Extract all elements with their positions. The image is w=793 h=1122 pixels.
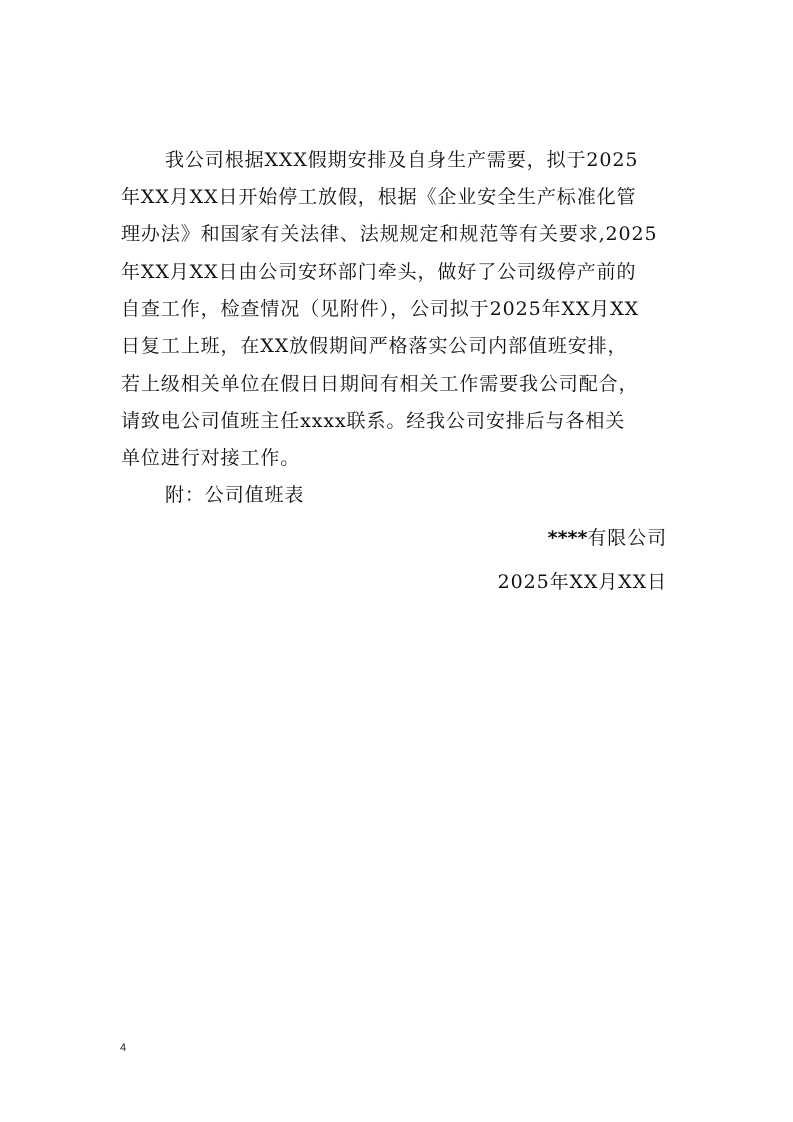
company-name-masked: **** (547, 527, 588, 549)
body-line-9: 单位进行对接工作。 (121, 447, 301, 469)
body-line-4: 年XX月XX日由公司安环部门牵头，做好了公司级停产前的 (121, 261, 637, 283)
signature-company (548, 526, 667, 550)
body-line-2: 年XX月XX日开始停工放假，根据《企业安全生产标准化管 (121, 186, 637, 208)
company-name-suffix: 有限公司 (587, 527, 667, 549)
body-line-1: 我公司根据XXX假期安排及自身生产需要，拟于2025 (165, 149, 639, 171)
signature-date: 2025年XX月XX日 (497, 571, 667, 593)
body-line-3: 理办法》和国家有关法律、法规规定和规范等有关要求,2025 (121, 223, 658, 245)
body-line-6: 日复工上班，在XX放假期间严格落实公司内部值班安排， (121, 335, 628, 357)
body-line-7: 若上级相关单位在假日日期间有相关工作需要我公司配合， (121, 373, 639, 395)
body-line-5: 自查工作，检查情况（见附件），公司拟于2025年XX月XX (121, 298, 640, 320)
attachment-note: 附：公司值班表 (165, 484, 305, 506)
body-line-8: 请致电公司值班主任xxxx联系。经我公司安排后与各相关 (121, 410, 626, 432)
page-number: 4 (120, 1042, 127, 1054)
